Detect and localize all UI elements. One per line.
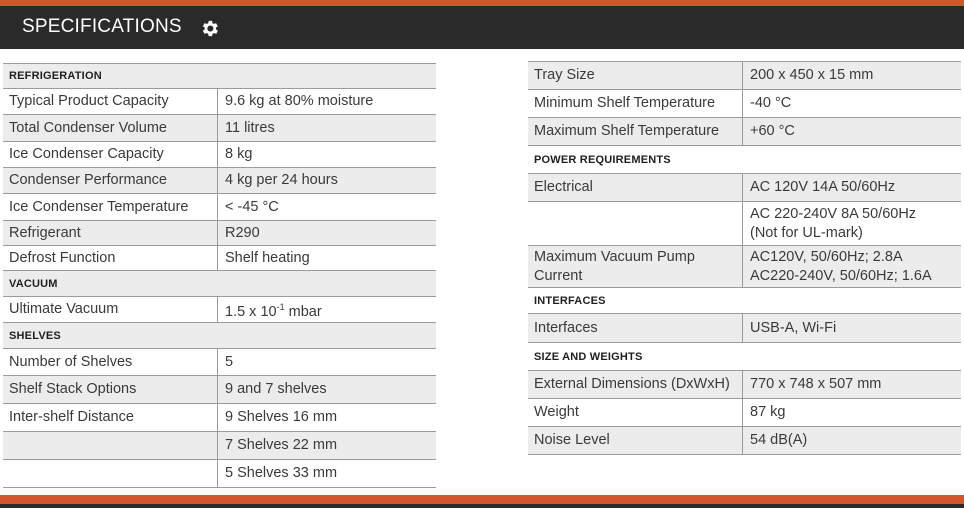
table-row xyxy=(528,399,961,427)
row-label: Electrical xyxy=(528,174,743,201)
row-label: Minimum Shelf Temperature xyxy=(528,90,743,117)
gear-icon xyxy=(199,18,220,39)
value-exponent: -1 xyxy=(276,301,285,312)
table-row xyxy=(3,297,436,323)
row-label: Number of Shelves xyxy=(3,349,218,375)
table-row xyxy=(528,371,961,399)
row-value: 87 kg xyxy=(750,404,786,420)
row-label: Weight xyxy=(528,399,743,426)
section-header-power: POWER REQUIREMENTS xyxy=(528,146,961,174)
row-value: 9 and 7 shelves xyxy=(225,381,327,397)
row-label xyxy=(528,202,743,245)
row-label: Tray Size xyxy=(528,62,743,89)
value-line: AC220-240V, 50/60Hz; 1.6A xyxy=(750,267,932,284)
table-row xyxy=(528,246,961,288)
row-value: 9.6 kg at 80% moisture xyxy=(225,93,374,109)
row-label: Inter-shelf Distance xyxy=(3,404,218,431)
section-header-size: SIZE AND WEIGHTS xyxy=(528,343,961,371)
row-label: Ice Condenser Capacity xyxy=(3,142,218,167)
row-value: < -45 °C xyxy=(225,198,279,215)
row-label: Total Condenser Volume xyxy=(3,115,218,141)
row-label xyxy=(3,432,218,459)
table-row xyxy=(528,202,961,246)
row-label: Typical Product Capacity xyxy=(3,89,218,114)
row-value: AC 120V 14A 50/60Hz xyxy=(750,179,896,195)
row-value: 11 litres xyxy=(225,119,275,136)
row-value: 54 dB(A) xyxy=(750,432,808,448)
table-row xyxy=(3,432,436,460)
row-label: Maximum Shelf Temperature xyxy=(528,118,743,145)
table-row xyxy=(3,349,436,376)
row-value: +60 °C xyxy=(750,123,795,139)
table-row xyxy=(3,246,436,271)
row-value: USB-A, Wi-Fi xyxy=(750,319,837,336)
table-row xyxy=(3,376,436,404)
table-row xyxy=(3,404,436,432)
row-value: 8 kg xyxy=(225,146,253,162)
row-value xyxy=(743,202,961,245)
row-value: 4 kg per 24 hours xyxy=(225,172,338,188)
row-value: 9 Shelves 16 mm xyxy=(225,409,338,425)
row-value: 5 Shelves 33 mm xyxy=(225,465,338,481)
row-label: External Dimensions (DxWxH) xyxy=(528,371,743,398)
value-base: 1.5 x 10 xyxy=(225,303,277,320)
value-unit: mbar xyxy=(284,303,322,320)
row-label xyxy=(3,460,218,487)
row-value: Shelf heating xyxy=(225,249,310,266)
spec-table-left xyxy=(3,63,436,488)
row-label: Defrost Function xyxy=(3,246,218,270)
section-header-shelves: SHELVES xyxy=(3,323,436,349)
table-row xyxy=(3,115,436,142)
row-value: 7 Shelves 22 mm xyxy=(225,437,338,453)
value-line: (Not for UL-mark) xyxy=(750,224,863,241)
label-line: Maximum Vacuum Pump xyxy=(534,248,695,265)
table-row xyxy=(528,427,961,455)
row-label: Refrigerant xyxy=(3,221,218,245)
row-label: Noise Level xyxy=(528,427,743,454)
table-row xyxy=(3,89,436,115)
table-row xyxy=(3,168,436,194)
row-label: Condenser Performance xyxy=(3,168,218,193)
row-label: Ultimate Vacuum xyxy=(3,297,218,322)
table-row xyxy=(528,118,961,146)
section-header-interfaces: INTERFACES xyxy=(528,288,961,314)
value-line: AC 220-240V 8A 50/60Hz xyxy=(750,205,917,222)
row-value: 200 x 450 x 15 mm xyxy=(750,67,874,83)
row-value: 5 xyxy=(225,353,234,370)
row-label: Interfaces xyxy=(528,314,743,342)
table-row xyxy=(528,314,961,343)
table-row xyxy=(3,142,436,168)
row-label: Shelf Stack Options xyxy=(3,376,218,403)
page-title: SPECIFICATIONS xyxy=(22,16,182,37)
value-line: AC120V, 50/60Hz; 2.8A xyxy=(750,248,903,265)
table-row xyxy=(528,174,961,202)
label-line: Current xyxy=(534,267,583,284)
row-value: -40 °C xyxy=(750,95,792,111)
table-row xyxy=(3,221,436,246)
row-value xyxy=(743,246,961,287)
bottom-dark-bar xyxy=(0,504,964,508)
row-value xyxy=(218,297,436,322)
table-row xyxy=(3,194,436,221)
row-label xyxy=(528,246,743,287)
row-value: R290 xyxy=(225,224,260,241)
table-row xyxy=(528,62,961,90)
row-label: Ice Condenser Temperature xyxy=(3,194,218,220)
table-row xyxy=(3,460,436,488)
row-value: 770 x 748 x 507 mm xyxy=(750,376,882,392)
header-bar xyxy=(0,6,964,49)
section-header-vacuum: VACUUM xyxy=(3,271,436,297)
spec-table-right xyxy=(528,61,961,455)
section-header-refrigeration: REFRIGERATION xyxy=(3,64,436,89)
table-row xyxy=(528,90,961,118)
bottom-accent-bar xyxy=(0,495,964,504)
